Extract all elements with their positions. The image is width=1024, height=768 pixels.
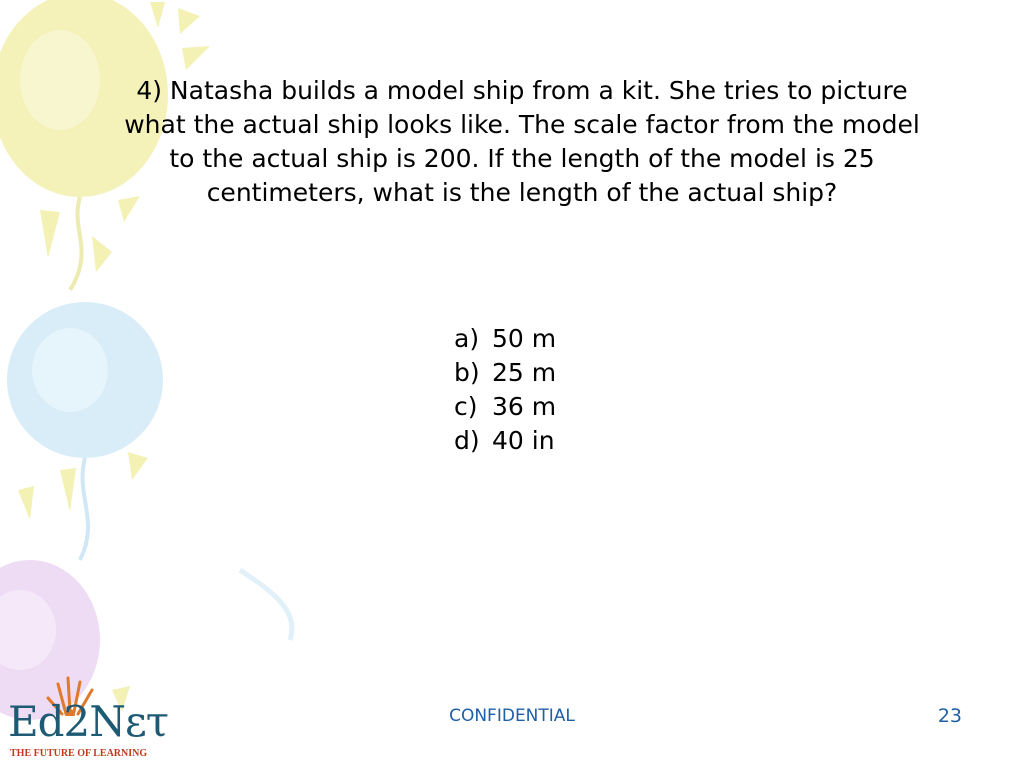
option-a[interactable] xyxy=(454,322,556,356)
confidential-label: CONFIDENTIAL xyxy=(449,706,575,726)
question-text: 4) Natasha builds a model ship from a kit. She tries to picture what the actual ship looks like. The scale factor from the model to the actual ship is 200. If the length of the model is 25 centimeters, what is the length of the actual ship? xyxy=(124,76,920,207)
option-letter: c) xyxy=(454,392,478,421)
option-letter: d) xyxy=(454,426,480,455)
option-letter: a) xyxy=(454,324,480,353)
page-number: 23 xyxy=(937,705,962,727)
answer-options xyxy=(454,322,556,458)
option-d[interactable] xyxy=(454,424,556,458)
option-text: 25 m xyxy=(492,358,557,387)
option-text: 50 m xyxy=(492,324,557,353)
option-b[interactable] xyxy=(454,356,556,390)
ed2net-logo xyxy=(8,676,168,766)
option-text: 36 m xyxy=(492,392,557,421)
option-c[interactable] xyxy=(454,390,556,424)
option-text: 40 in xyxy=(492,426,555,455)
logo-tagline: THE FUTURE OF LEARNING xyxy=(10,748,148,759)
logo-wordmark: Ed2Nετ xyxy=(8,697,169,746)
option-letter: b) xyxy=(454,358,480,387)
